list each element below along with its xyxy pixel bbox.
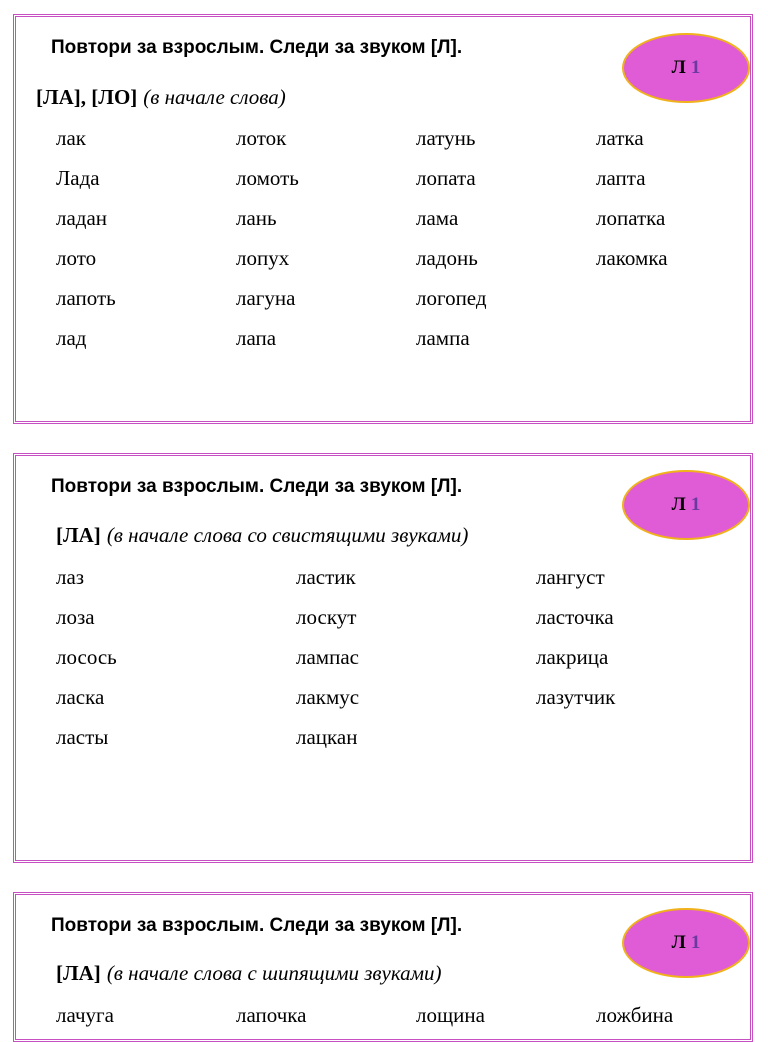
word-item: лань [236,206,277,230]
word-item: лангуст [536,565,605,589]
word-item: ласка [56,685,105,709]
subtitle-sounds: [ЛА], [ЛО] [36,85,138,109]
subtitle-note: (в начале слова) [143,85,286,109]
word-item: ласты [56,725,109,749]
word-item: лакомка [596,246,668,270]
word-item: лощина [416,1003,485,1027]
subtitle [56,523,468,548]
badge-letter: Л [671,494,686,515]
word-item: лачуга [56,1003,114,1027]
word-list [56,557,740,757]
word-item: лак [56,126,87,150]
word-item: логопед [416,286,487,310]
subtitle-sounds: [ЛА] [56,961,101,985]
word-item: лопатка [596,206,666,230]
word-item [536,717,736,757]
word-item: Лада [56,166,100,190]
word-item: лоскут [296,605,357,629]
word-item: лампа [416,326,470,350]
word-item: ладан [56,206,108,230]
badge-number: 1 [690,932,701,953]
word-item: латка [596,126,644,150]
word-item: лагуна [236,286,296,310]
word-item: лакмус [296,685,360,709]
word-item: лопата [416,166,476,190]
word-item: ладонь [416,246,478,270]
word-item: лапочка [236,1003,307,1027]
card-badge [622,33,750,103]
word-item [596,278,736,318]
word-item: лад [56,326,87,350]
word-item: латунь [416,126,476,150]
badge-number: 1 [690,57,701,78]
word-item: ласточка [536,605,614,629]
badge-letter: Л [671,932,686,953]
word-list [56,995,740,1035]
word-item: лампас [296,645,359,669]
word-item: лопух [236,246,290,270]
word-item: лапоть [56,286,116,310]
word-item: лацкан [296,725,358,749]
exercise-card-3 [13,892,753,1042]
card-badge [622,470,750,540]
word-item: ложбина [596,1003,674,1027]
instruction-text: Повтори за взрослым. Следи за звуком [Л]. [51,915,463,936]
exercise-card-2 [13,453,753,863]
word-item: ластик [296,565,356,589]
word-item: лакрица [536,645,609,669]
subtitle [36,85,286,110]
word-item: лоток [236,126,287,150]
exercise-card-1 [13,14,753,424]
subtitle-note: (в начале слова со свистящими звуками) [106,523,469,547]
word-item: лото [56,246,97,270]
instruction-text: Повтори за взрослым. Следи за звуком [Л]. [51,476,463,497]
word-item: лапта [596,166,646,190]
word-item: лаз [56,565,85,589]
badge-number: 1 [690,494,701,515]
word-list [56,118,740,358]
card-badge [622,908,750,978]
word-item: лосось [56,645,117,669]
word-item: лоза [56,605,95,629]
badge-letter: Л [671,57,686,78]
word-item: ломоть [236,166,299,190]
subtitle-sounds: [ЛА] [56,523,101,547]
word-item: лазутчик [536,685,616,709]
subtitle [56,961,442,986]
subtitle-note: (в начале слова с шипящими звуками) [106,961,442,985]
instruction-text: Повтори за взрослым. Следи за звуком [Л]. [51,37,463,58]
word-item: лапа [236,326,277,350]
word-item [596,318,736,358]
word-item: лама [416,206,459,230]
